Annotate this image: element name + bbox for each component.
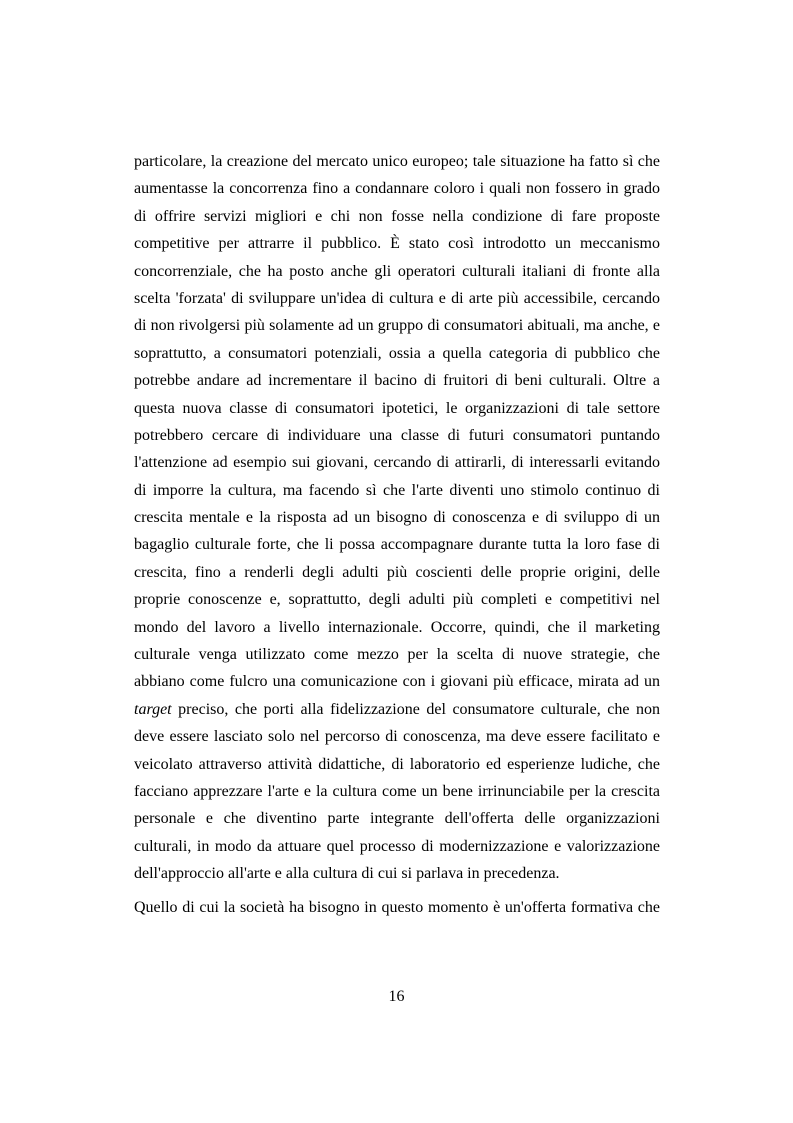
- text-line: Quello di cui la società ha bisogno in questo momento è un'offerta formativa che: [134, 898, 660, 916]
- text-line: facciano apprezzare l'arte e la cultura come un bene irrinunciabile per la crescita: [134, 782, 660, 800]
- text-line-with-italic: [134, 696, 660, 723]
- text-line: potrebbero cercare di individuare una classe di futuri consumatori puntando: [134, 426, 660, 444]
- text-line: dell'approccio all'arte e alla cultura di cui si parlava in precedenza.: [134, 865, 560, 883]
- text-line: veicolato attraverso attività didattiche, di laboratorio ed esperienze ludiche, che: [134, 755, 660, 773]
- text-line: potrebbe andare ad incrementare il bacino di fruitori di beni culturali. Oltre a: [134, 372, 660, 390]
- text-line: deve essere lasciato solo nel percorso di conoscenza, ma deve essere facilitato e: [134, 728, 660, 746]
- text-line: mondo del lavoro a livello internazionale. Occorre, quindi, che il marketing: [134, 618, 660, 636]
- text-line: di offrire servizi migliori e chi non fosse nella condizione di fare proposte: [134, 207, 660, 225]
- italic-term: target: [134, 700, 172, 718]
- text-line: proprie conoscenze e, soprattutto, degli adulti più completi e competitivi nel: [134, 591, 660, 609]
- text-line: culturale venga utilizzato come mezzo per la scelta di nuove strategie, che: [134, 646, 660, 664]
- body-text: [134, 148, 660, 921]
- text-line: di imporre la cultura, ma facendo sì che l'arte diventi uno stimolo continuo di: [134, 481, 660, 499]
- text-line: di non rivolgersi più solamente ad un gruppo di consumatori abituali, ma anche, e: [134, 317, 660, 335]
- text-line: culturali, in modo da attuare quel processo di modernizzazione e valorizzazione: [134, 837, 660, 855]
- text-line: bagaglio culturale forte, che li possa accompagnare durante tutta la loro fase di: [134, 536, 660, 554]
- text-line: questa nuova classe di consumatori ipotetici, le organizzazioni di tale settore: [134, 399, 660, 417]
- text-line: abbiano come fulcro una comunicazione con i giovani più efficace, mirata ad un: [134, 673, 660, 691]
- paragraph: [134, 894, 660, 921]
- text-line: crescita mentale e la risposta ad un bisogno di conoscenza e di sviluppo di un: [134, 509, 660, 527]
- text-line: crescita, fino a renderli degli adulti più coscienti delle proprie origini, delle: [134, 563, 660, 581]
- text-line: l'attenzione ad esempio sui giovani, cercando di attirarli, di interessarli evitando: [134, 454, 660, 472]
- text-line: aumentasse la concorrenza fino a condannare coloro i quali non fossero in grado: [134, 180, 660, 198]
- paragraph: [134, 148, 660, 888]
- text-line: competitive per attrarre il pubblico. È stato così introdotto un meccanismo: [134, 235, 660, 253]
- text-line: personale e che diventino parte integrante dell'offerta delle organizzazioni: [134, 810, 660, 828]
- text-line: concorrenziale, che ha posto anche gli operatori culturali italiani di fronte alla: [134, 262, 660, 280]
- text-line: soprattutto, a consumatori potenziali, ossia a quella categoria di pubblico che: [134, 344, 660, 362]
- text-line: scelta 'forzata' di sviluppare un'idea di cultura e di arte più accessibile, cercando: [134, 289, 660, 307]
- text-line: particolare, la creazione del mercato unico europeo; tale situazione ha fatto sì che: [134, 153, 660, 170]
- page-number: 16: [388, 988, 405, 1005]
- text-line-rest: preciso, che porti alla fidelizzazione del consumatore culturale, che non: [171, 700, 660, 718]
